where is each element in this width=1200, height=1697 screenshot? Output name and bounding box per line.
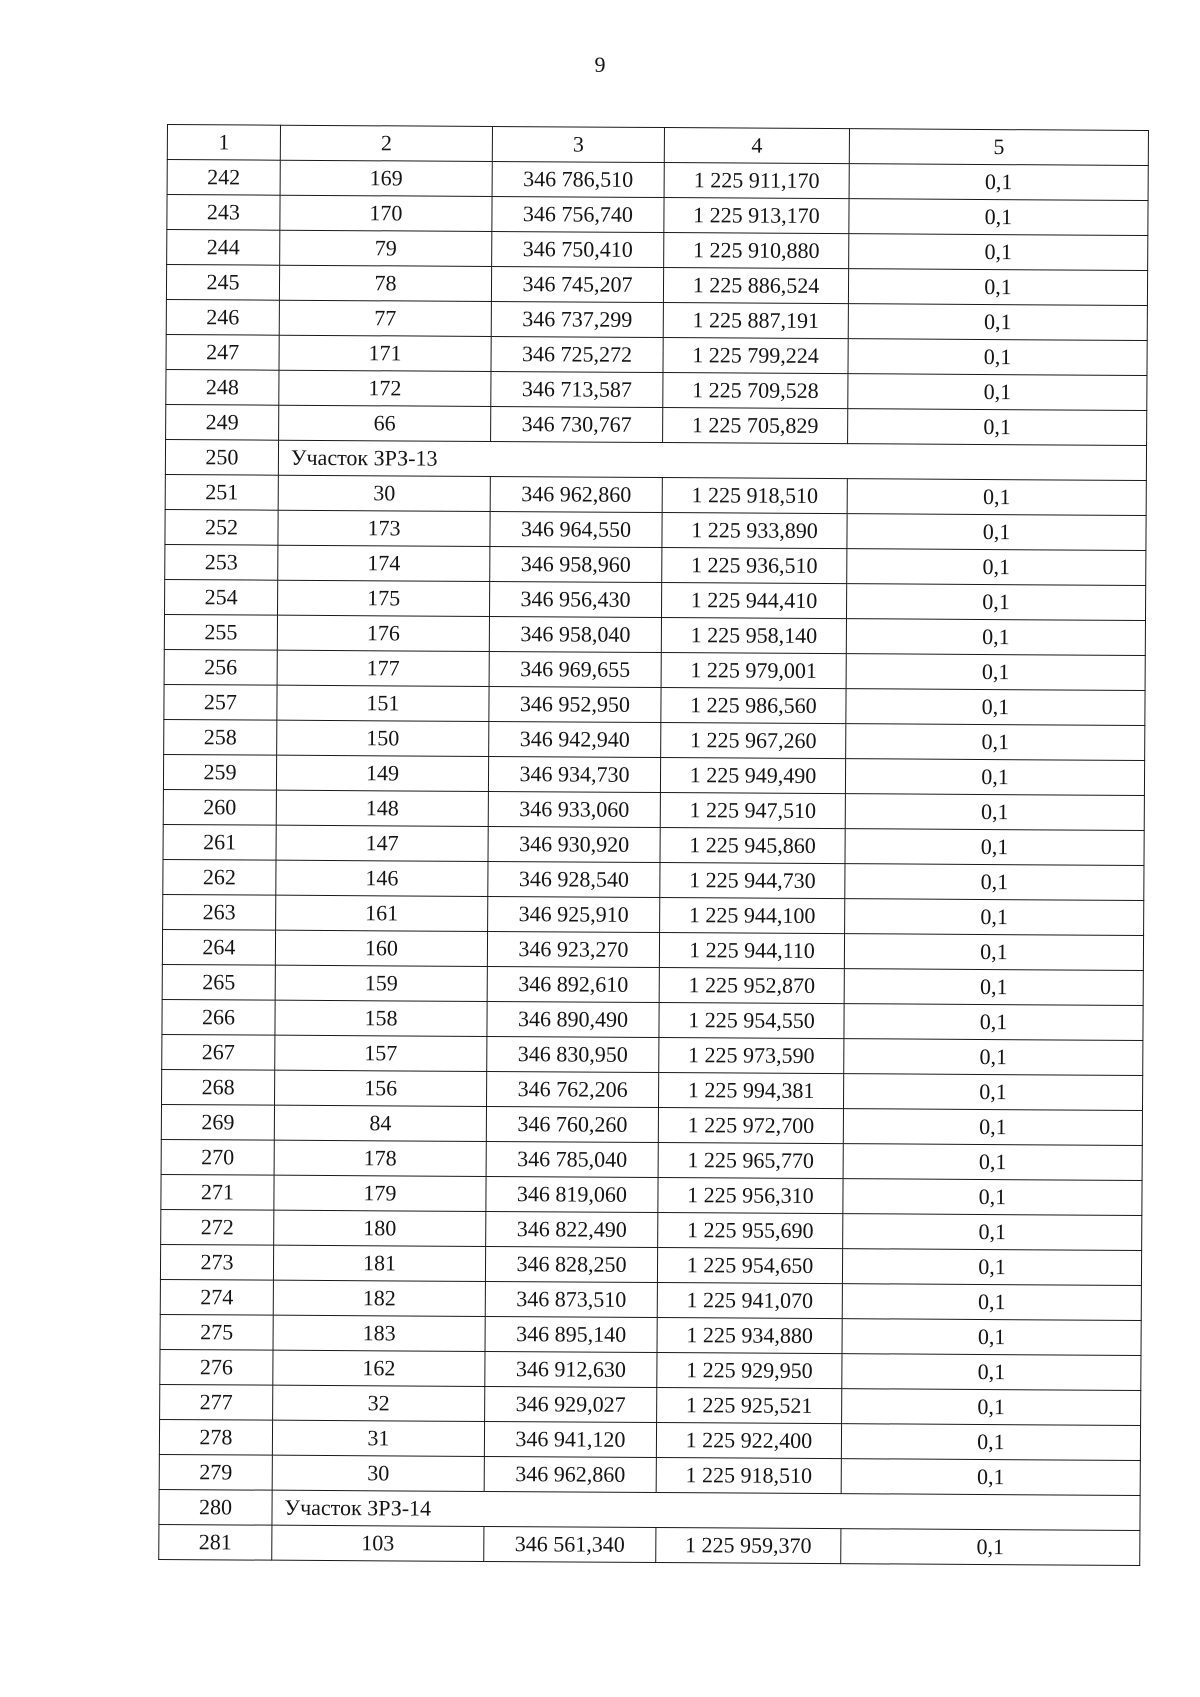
header-cell-3: 3 xyxy=(492,126,664,162)
point-number-cell: 158 xyxy=(275,1000,487,1036)
table-row xyxy=(165,474,1146,515)
point-number-cell: 175 xyxy=(278,580,490,616)
x-coordinate-cell: 346 928,540 xyxy=(488,861,660,897)
point-number-cell: 32 xyxy=(273,1385,485,1421)
x-coordinate-cell: 346 762,206 xyxy=(487,1071,659,1107)
point-number-cell: 171 xyxy=(279,335,491,371)
x-coordinate-cell: 346 942,940 xyxy=(489,721,661,757)
accuracy-cell: 0,1 xyxy=(842,1284,1141,1321)
y-coordinate-cell: 1 225 972,700 xyxy=(658,1108,843,1144)
accuracy-cell: 0,1 xyxy=(845,864,1144,901)
y-coordinate-cell: 1 225 979,001 xyxy=(661,653,846,689)
table-row xyxy=(159,1454,1140,1495)
y-coordinate-cell: 1 225 954,650 xyxy=(657,1248,842,1284)
table-row xyxy=(163,754,1144,795)
y-coordinate-cell: 1 225 949,490 xyxy=(660,758,845,794)
row-number-cell: 270 xyxy=(161,1139,274,1175)
section-row xyxy=(159,1489,1140,1530)
point-number-cell: 159 xyxy=(275,965,487,1001)
point-number-cell: 30 xyxy=(278,475,490,511)
y-coordinate-cell: 1 225 986,560 xyxy=(661,688,846,724)
point-number-cell: 77 xyxy=(279,300,491,336)
accuracy-cell: 0,1 xyxy=(841,1459,1140,1496)
row-number-cell: 244 xyxy=(167,230,280,266)
y-coordinate-cell: 1 225 967,260 xyxy=(661,723,846,759)
accuracy-cell: 0,1 xyxy=(843,1179,1142,1216)
table-row xyxy=(164,684,1145,725)
x-coordinate-cell: 346 962,860 xyxy=(490,476,662,512)
y-coordinate-cell: 1 225 913,170 xyxy=(664,198,849,234)
x-coordinate-cell: 346 713,587 xyxy=(491,371,663,407)
y-coordinate-cell: 1 225 936,510 xyxy=(662,548,847,584)
accuracy-cell: 0,1 xyxy=(844,1004,1143,1041)
page-number: 9 xyxy=(594,52,606,77)
row-number-cell: 276 xyxy=(160,1349,273,1385)
row-number-cell: 256 xyxy=(164,649,277,685)
y-coordinate-cell: 1 225 952,870 xyxy=(659,968,844,1004)
point-number-cell: 173 xyxy=(278,510,490,546)
x-coordinate-cell: 346 958,960 xyxy=(490,546,662,582)
table-row xyxy=(166,265,1147,306)
x-coordinate-cell: 346 969,655 xyxy=(489,651,661,687)
row-number-cell: 266 xyxy=(162,999,275,1035)
accuracy-cell: 0,1 xyxy=(848,269,1147,306)
point-number-cell: 161 xyxy=(276,895,488,931)
section-row xyxy=(165,439,1146,480)
y-coordinate-cell: 1 225 944,100 xyxy=(660,898,845,934)
row-number-cell: 277 xyxy=(160,1384,273,1420)
table-row xyxy=(162,1034,1143,1075)
row-number-cell: 248 xyxy=(166,369,279,405)
y-coordinate-cell: 1 225 886,524 xyxy=(663,268,848,304)
table-row xyxy=(165,544,1146,585)
table-row xyxy=(164,719,1145,760)
row-number-cell: 249 xyxy=(166,404,279,440)
row-number-cell: 259 xyxy=(163,754,276,790)
accuracy-cell: 0,1 xyxy=(848,409,1147,446)
table-row xyxy=(164,649,1145,690)
accuracy-cell: 0,1 xyxy=(848,339,1147,376)
table-row xyxy=(163,859,1144,900)
point-number-cell: 84 xyxy=(274,1105,486,1141)
accuracy-cell: 0,1 xyxy=(844,969,1143,1006)
point-number-cell: 150 xyxy=(277,720,489,756)
y-coordinate-cell: 1 225 955,690 xyxy=(658,1213,843,1249)
x-coordinate-cell: 346 737,299 xyxy=(491,301,663,337)
point-number-cell: 151 xyxy=(277,685,489,721)
row-number-cell: 255 xyxy=(164,614,277,650)
y-coordinate-cell: 1 225 994,381 xyxy=(659,1073,844,1109)
point-number-cell: 177 xyxy=(277,650,489,686)
accuracy-cell: 0,1 xyxy=(843,1109,1142,1146)
point-number-cell: 147 xyxy=(276,825,488,861)
table-row xyxy=(163,894,1144,935)
x-coordinate-cell: 346 745,207 xyxy=(491,266,663,302)
x-coordinate-cell: 346 925,910 xyxy=(488,896,660,932)
accuracy-cell: 0,1 xyxy=(846,584,1145,621)
accuracy-cell: 0,1 xyxy=(843,1074,1142,1111)
row-number-cell: 254 xyxy=(165,579,278,615)
row-number-cell: 242 xyxy=(167,160,280,196)
y-coordinate-cell: 1 225 918,510 xyxy=(662,478,847,514)
accuracy-cell: 0,1 xyxy=(847,514,1146,551)
accuracy-cell: 0,1 xyxy=(843,1144,1142,1181)
row-number-cell: 252 xyxy=(165,509,278,545)
row-number-cell: 262 xyxy=(163,859,276,895)
row-number-cell: 258 xyxy=(164,719,277,755)
accuracy-cell: 0,1 xyxy=(845,829,1144,866)
x-coordinate-cell: 346 892,610 xyxy=(487,966,659,1002)
x-coordinate-cell: 346 952,950 xyxy=(489,686,661,722)
accuracy-cell: 0,1 xyxy=(841,1424,1140,1461)
accuracy-cell: 0,1 xyxy=(846,654,1145,691)
accuracy-cell: 0,1 xyxy=(842,1354,1141,1391)
table-row xyxy=(161,1174,1142,1215)
y-coordinate-cell: 1 225 934,880 xyxy=(657,1318,842,1354)
accuracy-cell: 0,1 xyxy=(845,899,1144,936)
accuracy-cell: 0,1 xyxy=(848,374,1147,411)
table-row xyxy=(166,369,1147,410)
x-coordinate-cell: 346 929,027 xyxy=(485,1386,657,1422)
row-number-cell: 269 xyxy=(161,1104,274,1140)
table-row xyxy=(164,614,1145,655)
x-coordinate-cell: 346 750,410 xyxy=(492,231,664,267)
x-coordinate-cell: 346 964,550 xyxy=(490,511,662,547)
table-row xyxy=(166,404,1147,445)
table-row xyxy=(167,160,1148,201)
row-number-cell: 245 xyxy=(166,265,279,301)
accuracy-cell: 0,1 xyxy=(842,1319,1141,1356)
x-coordinate-cell: 346 561,340 xyxy=(484,1526,656,1562)
x-coordinate-cell: 346 873,510 xyxy=(485,1281,657,1317)
table-row xyxy=(165,509,1146,550)
point-number-cell: 66 xyxy=(279,405,491,441)
y-coordinate-cell: 1 225 945,860 xyxy=(660,828,845,864)
accuracy-cell: 0,1 xyxy=(848,304,1147,341)
point-number-cell: 176 xyxy=(277,615,489,651)
row-number-cell: 272 xyxy=(161,1209,274,1245)
header-cell-2: 2 xyxy=(280,125,492,161)
accuracy-cell: 0,1 xyxy=(847,479,1146,516)
row-number-cell: 280 xyxy=(159,1489,272,1525)
y-coordinate-cell: 1 225 922,400 xyxy=(656,1423,841,1459)
row-number-cell: 253 xyxy=(165,544,278,580)
table-row xyxy=(162,1069,1143,1110)
section-label: Участок ЗРЗ-14 xyxy=(272,1490,1140,1530)
point-number-cell: 31 xyxy=(272,1420,484,1456)
row-number-cell: 271 xyxy=(161,1174,274,1210)
x-coordinate-cell: 346 941,120 xyxy=(484,1421,656,1457)
y-coordinate-cell: 1 225 709,528 xyxy=(663,373,848,409)
x-coordinate-cell: 346 934,730 xyxy=(488,756,660,792)
row-number-cell: 251 xyxy=(165,474,278,510)
table-row xyxy=(165,579,1146,620)
y-coordinate-cell: 1 225 929,950 xyxy=(657,1353,842,1389)
row-number-cell: 261 xyxy=(163,824,276,860)
table-row xyxy=(167,195,1148,236)
x-coordinate-cell: 346 828,250 xyxy=(485,1246,657,1282)
y-coordinate-cell: 1 225 925,521 xyxy=(657,1388,842,1424)
y-coordinate-cell: 1 225 941,070 xyxy=(657,1283,842,1319)
point-number-cell: 149 xyxy=(276,755,488,791)
accuracy-cell: 0,1 xyxy=(841,1529,1140,1566)
y-coordinate-cell: 1 225 705,829 xyxy=(663,408,848,444)
table-row xyxy=(162,929,1143,970)
accuracy-cell: 0,1 xyxy=(845,794,1144,831)
row-number-cell: 260 xyxy=(163,789,276,825)
x-coordinate-cell: 346 830,950 xyxy=(487,1036,659,1072)
point-number-cell: 79 xyxy=(280,230,492,266)
header-cell-4: 4 xyxy=(664,128,849,164)
y-coordinate-cell: 1 225 956,310 xyxy=(658,1178,843,1214)
table-row xyxy=(162,999,1143,1040)
accuracy-cell: 0,1 xyxy=(847,549,1146,586)
x-coordinate-cell: 346 912,630 xyxy=(485,1351,657,1387)
y-coordinate-cell: 1 225 911,170 xyxy=(664,163,849,199)
point-number-cell: 157 xyxy=(275,1035,487,1071)
row-number-cell: 263 xyxy=(163,894,276,930)
x-coordinate-cell: 346 819,060 xyxy=(486,1176,658,1212)
point-number-cell: 183 xyxy=(273,1315,485,1351)
row-number-cell: 243 xyxy=(167,195,280,231)
y-coordinate-cell: 1 225 965,770 xyxy=(658,1143,843,1179)
y-coordinate-cell: 1 225 918,510 xyxy=(656,1458,841,1494)
header-cell-5: 5 xyxy=(849,129,1148,166)
y-coordinate-cell: 1 225 959,370 xyxy=(656,1528,841,1564)
point-number-cell: 156 xyxy=(275,1070,487,1106)
row-number-cell: 279 xyxy=(159,1454,272,1490)
accuracy-cell: 0,1 xyxy=(849,199,1148,236)
x-coordinate-cell: 346 760,260 xyxy=(486,1106,658,1142)
accuracy-cell: 0,1 xyxy=(842,1389,1141,1426)
y-coordinate-cell: 1 225 947,510 xyxy=(660,793,845,829)
row-number-cell: 268 xyxy=(162,1069,275,1105)
table-row xyxy=(160,1314,1141,1355)
table-row xyxy=(160,1384,1141,1425)
point-number-cell: 169 xyxy=(280,160,492,196)
y-coordinate-cell: 1 225 887,191 xyxy=(663,303,848,339)
row-number-cell: 265 xyxy=(162,964,275,1000)
row-number-cell: 275 xyxy=(160,1314,273,1350)
row-number-cell: 273 xyxy=(160,1244,273,1280)
y-coordinate-cell: 1 225 954,550 xyxy=(659,1003,844,1039)
y-coordinate-cell: 1 225 910,880 xyxy=(664,233,849,269)
table-row xyxy=(161,1104,1142,1145)
table-row xyxy=(166,334,1147,375)
coordinates-table xyxy=(158,124,1149,1566)
x-coordinate-cell: 346 962,860 xyxy=(484,1456,656,1492)
point-number-cell: 182 xyxy=(273,1280,485,1316)
x-coordinate-cell: 346 725,272 xyxy=(491,336,663,372)
point-number-cell: 181 xyxy=(273,1245,485,1281)
point-number-cell: 170 xyxy=(280,195,492,231)
table-row xyxy=(161,1209,1142,1250)
x-coordinate-cell: 346 923,270 xyxy=(487,931,659,967)
x-coordinate-cell: 346 958,040 xyxy=(489,616,661,652)
header-cell-1: 1 xyxy=(167,125,280,161)
y-coordinate-cell: 1 225 944,110 xyxy=(659,933,844,969)
row-number-cell: 281 xyxy=(159,1524,272,1560)
x-coordinate-cell: 346 956,430 xyxy=(489,581,661,617)
accuracy-cell: 0,1 xyxy=(845,759,1144,796)
accuracy-cell: 0,1 xyxy=(846,689,1145,726)
point-number-cell: 146 xyxy=(276,860,488,896)
row-number-cell: 264 xyxy=(162,929,275,965)
point-number-cell: 179 xyxy=(274,1175,486,1211)
header-row xyxy=(167,125,1148,166)
x-coordinate-cell: 346 730,767 xyxy=(491,406,663,442)
accuracy-cell: 0,1 xyxy=(844,934,1143,971)
table-row xyxy=(160,1279,1141,1320)
x-coordinate-cell: 346 756,740 xyxy=(492,196,664,232)
y-coordinate-cell: 1 225 944,410 xyxy=(661,583,846,619)
x-coordinate-cell: 346 890,490 xyxy=(487,1001,659,1037)
table-row xyxy=(160,1244,1141,1285)
row-number-cell: 246 xyxy=(166,299,279,335)
x-coordinate-cell: 346 786,510 xyxy=(492,161,664,197)
accuracy-cell: 0,1 xyxy=(849,164,1148,201)
row-number-cell: 247 xyxy=(166,334,279,370)
table-row xyxy=(159,1419,1140,1460)
accuracy-cell: 0,1 xyxy=(843,1214,1142,1251)
point-number-cell: 148 xyxy=(276,790,488,826)
section-label: Участок ЗРЗ-13 xyxy=(278,440,1146,480)
point-number-cell: 162 xyxy=(273,1350,485,1386)
row-number-cell: 257 xyxy=(164,684,277,720)
point-number-cell: 160 xyxy=(275,930,487,966)
table-row xyxy=(162,964,1143,1005)
y-coordinate-cell: 1 225 958,140 xyxy=(661,618,846,654)
x-coordinate-cell: 346 930,920 xyxy=(488,826,660,862)
point-number-cell: 30 xyxy=(272,1455,484,1491)
x-coordinate-cell: 346 822,490 xyxy=(486,1211,658,1247)
y-coordinate-cell: 1 225 933,890 xyxy=(662,513,847,549)
x-coordinate-cell: 346 895,140 xyxy=(485,1316,657,1352)
table-row xyxy=(160,1349,1141,1390)
y-coordinate-cell: 1 225 944,730 xyxy=(660,863,845,899)
table-row xyxy=(166,299,1147,340)
table-row xyxy=(163,789,1144,830)
point-number-cell: 180 xyxy=(274,1210,486,1246)
accuracy-cell: 0,1 xyxy=(846,619,1145,656)
row-number-cell: 250 xyxy=(165,439,278,475)
table-row xyxy=(161,1139,1142,1180)
row-number-cell: 267 xyxy=(162,1034,275,1070)
y-coordinate-cell: 1 225 799,224 xyxy=(663,338,848,374)
accuracy-cell: 0,1 xyxy=(842,1249,1141,1286)
x-coordinate-cell: 346 933,060 xyxy=(488,791,660,827)
point-number-cell: 178 xyxy=(274,1140,486,1176)
row-number-cell: 278 xyxy=(159,1419,272,1455)
row-number-cell: 274 xyxy=(160,1279,273,1315)
accuracy-cell: 0,1 xyxy=(846,724,1145,761)
accuracy-cell: 0,1 xyxy=(849,234,1148,271)
table-row xyxy=(167,230,1148,271)
accuracy-cell: 0,1 xyxy=(844,1039,1143,1076)
table-body xyxy=(159,125,1149,1566)
point-number-cell: 103 xyxy=(272,1525,484,1561)
x-coordinate-cell: 346 785,040 xyxy=(486,1141,658,1177)
point-number-cell: 174 xyxy=(278,545,490,581)
point-number-cell: 78 xyxy=(279,265,491,301)
table-row xyxy=(159,1524,1140,1565)
table-row xyxy=(163,824,1144,865)
y-coordinate-cell: 1 225 973,590 xyxy=(659,1038,844,1074)
point-number-cell: 172 xyxy=(279,370,491,406)
